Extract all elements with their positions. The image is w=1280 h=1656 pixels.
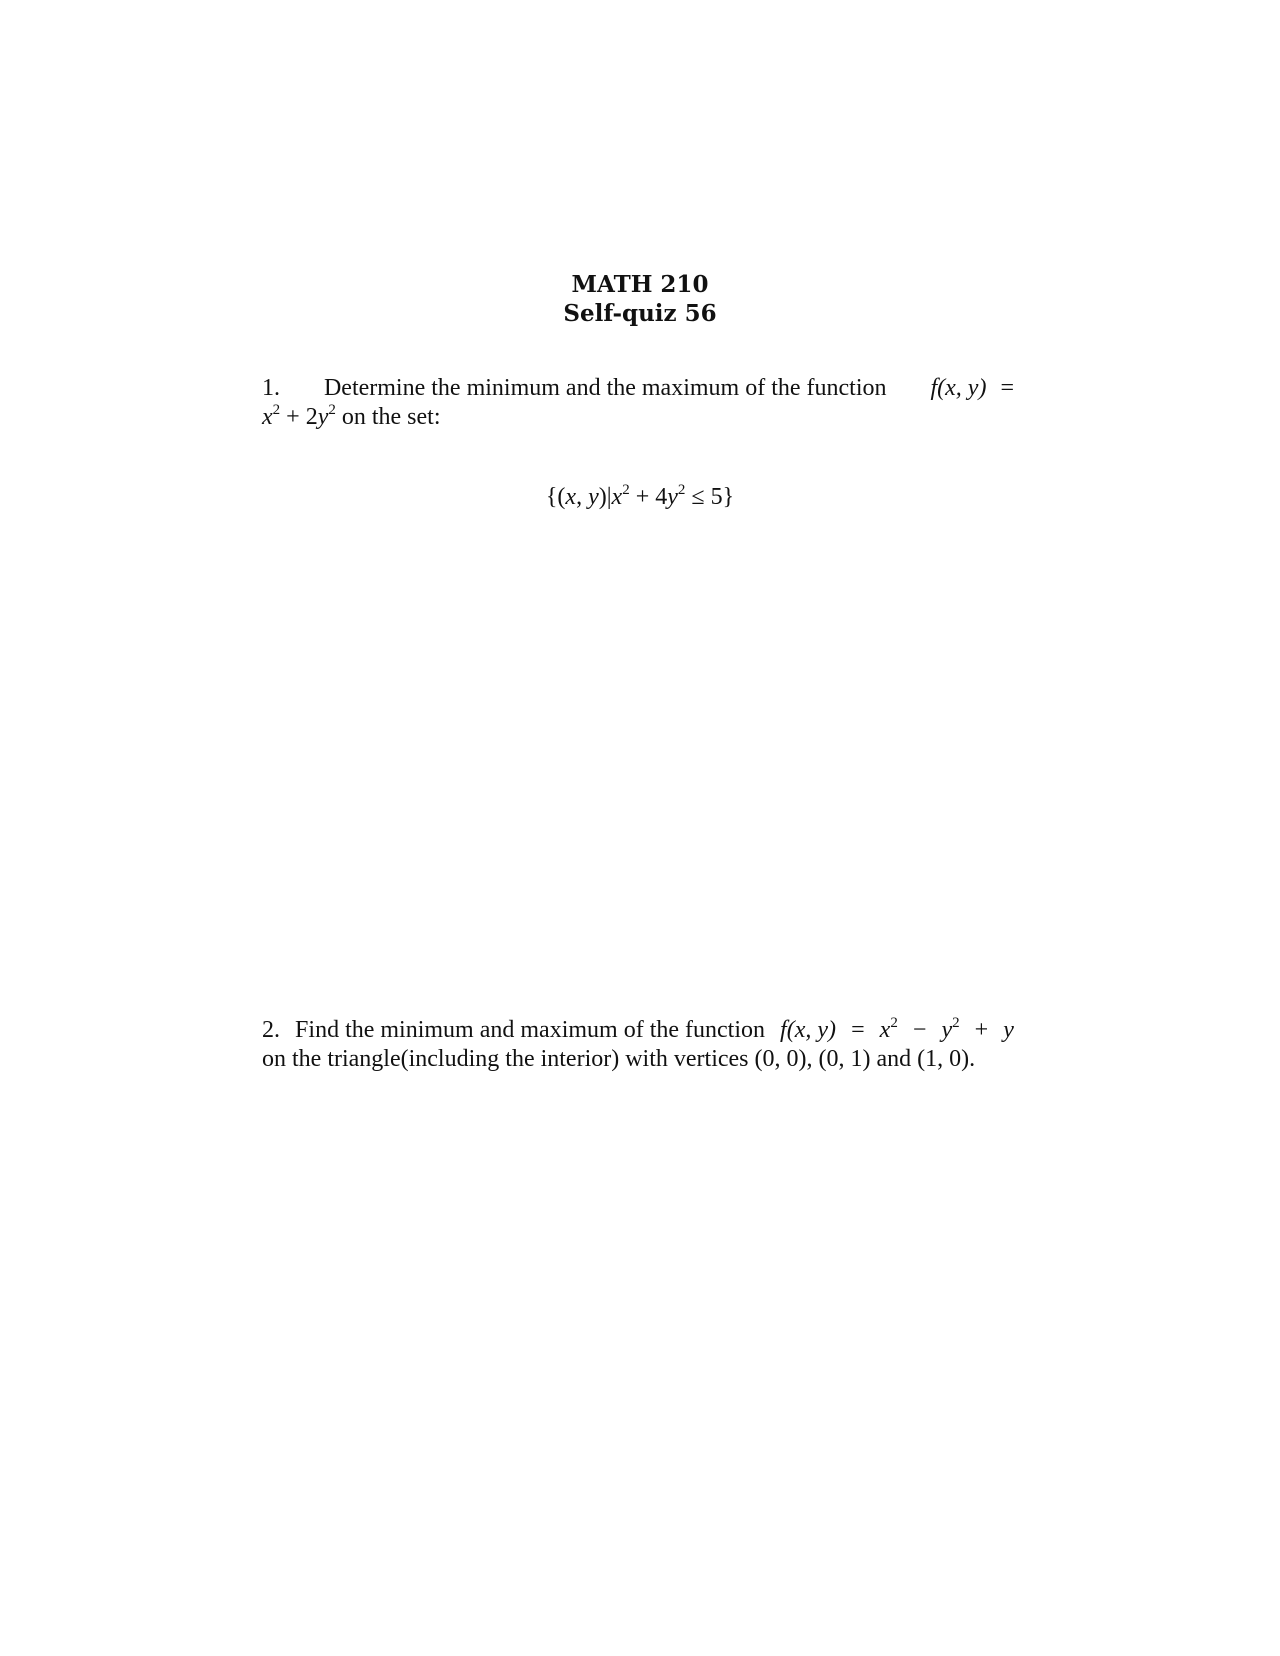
exponent: 2 [677, 482, 686, 498]
problem-2-line-1 [262, 1016, 1014, 1045]
problem-2 [262, 1016, 1014, 1074]
problem-1-rhs-plus: + 2 [286, 404, 318, 430]
problem-2-rhs-y2: y [1003, 1017, 1014, 1043]
problem-2-number: 2. [262, 1017, 280, 1043]
problem-2-text: Find the minimum and maximum of the function [295, 1017, 765, 1043]
problem-2-rhs-y: y [941, 1017, 953, 1043]
course-title: MATH 210 [571, 271, 709, 298]
set-definition [0, 483, 1280, 512]
problem-1-equals: = [1000, 375, 1014, 401]
problem-1-line-2 [262, 403, 1014, 432]
set-x2: x [611, 484, 623, 510]
problem-2-rhs-x: x [879, 1017, 891, 1043]
problem-1-text-end: on the set: [341, 404, 441, 430]
set-y2: y [667, 484, 678, 510]
set-open: {( [545, 484, 566, 510]
problem-2-line-2: on the triangle(including the interior) with vertices (0, 0), (0, 1) and (1, 0). [262, 1046, 976, 1072]
exponent: 2 [622, 482, 630, 498]
set-bar: )| [598, 484, 612, 510]
set-y: y [588, 484, 599, 510]
problem-1-rhs-y: y [317, 404, 329, 430]
set-close: ≤ 5} [691, 484, 735, 510]
exponent: 2 [890, 1015, 898, 1031]
problem-1-function: f(x, y) [930, 375, 987, 401]
set-comma: , [576, 484, 589, 510]
problem-1-number: 1. [262, 375, 280, 401]
exponent: 2 [272, 402, 281, 418]
problem-1 [262, 374, 1014, 432]
problem-2-minus: − [912, 1017, 927, 1043]
problem-2-function: f(x, y) [780, 1017, 837, 1043]
problem-1-line-1 [262, 374, 1014, 403]
problem-1-text: Determine the minimum and the maximum of the function [323, 375, 887, 401]
problem-2-plus: + [974, 1017, 989, 1043]
set-mid: + 4 [635, 484, 668, 510]
document-title [0, 270, 1280, 328]
quiz-title: Self-quiz 56 [563, 300, 717, 327]
problem-1-rhs-x: x [262, 404, 273, 430]
exponent: 2 [952, 1015, 960, 1031]
set-x: x [565, 484, 577, 510]
exponent: 2 [328, 402, 336, 418]
problem-2-equals: = [851, 1017, 865, 1043]
